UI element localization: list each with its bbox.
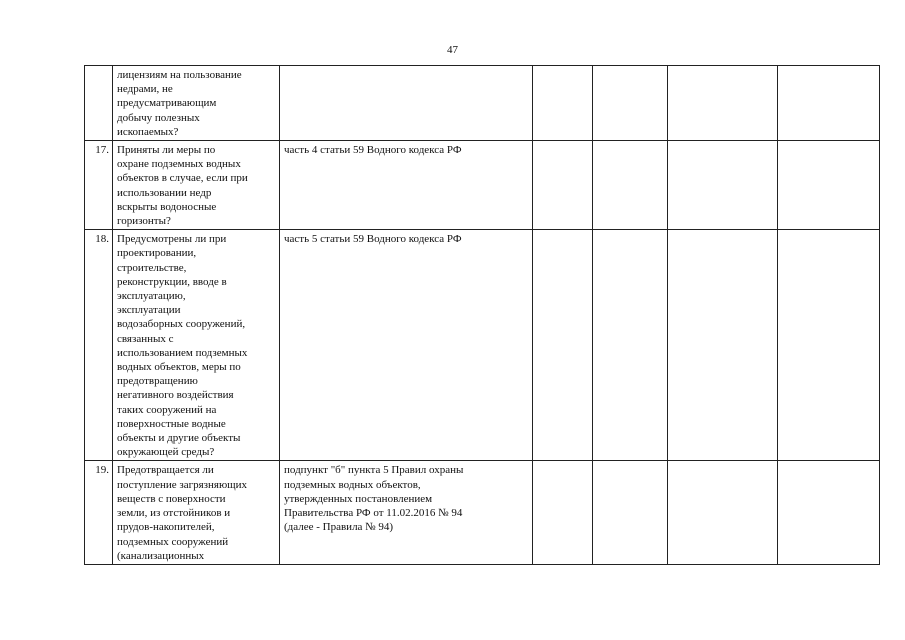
reference-text-line: подземных водных объектов, bbox=[284, 478, 421, 491]
reference-text-line: часть 5 статьи 59 Водного кодекса РФ bbox=[284, 233, 462, 246]
row-number: 18. bbox=[85, 230, 113, 461]
question-text-line: использовании недр bbox=[117, 186, 212, 199]
question-text-line: поступление загрязняющих bbox=[117, 478, 248, 491]
page-number: 47 bbox=[447, 44, 458, 56]
question-text-line: охране подземных водных bbox=[117, 158, 241, 171]
empty-answer-cell bbox=[533, 230, 593, 461]
question-text-line: строительстве, bbox=[117, 261, 187, 274]
question-text-line: таких сооружений на bbox=[117, 403, 217, 416]
empty-answer-cell bbox=[593, 141, 668, 230]
question-text-line: подземных сооружений bbox=[117, 535, 229, 548]
question-text-line: реконструкции, вводе в bbox=[117, 275, 227, 288]
table-row bbox=[85, 230, 880, 461]
empty-answer-cell bbox=[668, 141, 778, 230]
reference-text-line: часть 4 статьи 59 Водного кодекса РФ bbox=[284, 144, 462, 157]
question-text-line: эксплуатацию, bbox=[117, 290, 186, 303]
question-text-line: недрами, не bbox=[117, 83, 173, 96]
reference-text-line: утвержденных постановлением bbox=[284, 492, 433, 505]
question-text-line: предусматривающим bbox=[117, 97, 217, 110]
question-text-line: окружающей среды? bbox=[117, 446, 215, 459]
question-text-line: лицензиям на пользование bbox=[117, 69, 242, 81]
question-text-line: эксплуатации bbox=[117, 304, 181, 317]
question-cell bbox=[113, 461, 280, 564]
question-text-line: поверхностные водные bbox=[117, 417, 226, 430]
question-cell bbox=[113, 66, 280, 141]
question-text-line: проектировании, bbox=[117, 247, 197, 260]
question-text-line: прудов-накопителей, bbox=[117, 521, 215, 534]
table-row bbox=[85, 141, 880, 230]
question-cell bbox=[113, 230, 280, 461]
empty-answer-cell bbox=[533, 66, 593, 141]
question-text-line: веществ с поверхности bbox=[117, 492, 226, 505]
question-text-line: объектов в случае, если при bbox=[117, 172, 248, 185]
question-text-line: связанных с bbox=[117, 332, 174, 345]
empty-answer-cell bbox=[778, 230, 880, 461]
legal-reference-cell bbox=[280, 230, 533, 461]
empty-answer-cell bbox=[593, 66, 668, 141]
empty-answer-cell bbox=[778, 461, 880, 564]
empty-answer-cell bbox=[533, 461, 593, 564]
empty-answer-cell bbox=[533, 141, 593, 230]
question-text-line: Предусмотрены ли при bbox=[117, 233, 227, 246]
requirements-table bbox=[84, 65, 880, 565]
row-number: 19. bbox=[85, 461, 113, 564]
legal-reference-cell bbox=[280, 141, 533, 230]
empty-answer-cell bbox=[668, 230, 778, 461]
table-row bbox=[85, 461, 880, 564]
question-text-line: объекты и другие объекты bbox=[117, 432, 241, 445]
question-text-line: Приняты ли меры по bbox=[117, 144, 216, 157]
row-number: 17. bbox=[85, 141, 113, 230]
empty-answer-cell bbox=[593, 230, 668, 461]
reference-text-line: (далее - Правила № 94) bbox=[284, 521, 394, 534]
question-text-line: использованием подземных bbox=[117, 346, 248, 359]
reference-text-line: подпункт "б" пункта 5 Правил охраны bbox=[284, 464, 464, 477]
table-row bbox=[85, 66, 880, 141]
question-text-line: Предотвращается ли bbox=[117, 464, 214, 477]
empty-answer-cell bbox=[778, 66, 880, 141]
question-text-line: добычу полезных bbox=[117, 111, 200, 124]
question-text-line: вскрыты водоносные bbox=[117, 200, 217, 213]
question-text-line: предотвращению bbox=[117, 375, 198, 388]
empty-answer-cell bbox=[778, 141, 880, 230]
reference-text-line: Правительства РФ от 11.02.2016 № 94 bbox=[284, 507, 463, 520]
question-cell bbox=[113, 141, 280, 230]
question-text-line: земли, из отстойников и bbox=[117, 507, 231, 520]
table-body bbox=[85, 66, 880, 565]
legal-reference-cell bbox=[280, 66, 533, 141]
question-text-line: негативного воздействия bbox=[117, 389, 234, 402]
empty-answer-cell bbox=[668, 461, 778, 564]
empty-answer-cell bbox=[593, 461, 668, 564]
question-text-line: горизонты? bbox=[117, 215, 171, 228]
question-text-line: водных объектов, меры по bbox=[117, 361, 241, 374]
question-text-line: водозаборных сооружений, bbox=[117, 318, 246, 331]
legal-reference-cell bbox=[280, 461, 533, 564]
question-text-line: (канализационных bbox=[117, 549, 205, 562]
question-text-line: ископаемых? bbox=[117, 125, 179, 138]
empty-answer-cell bbox=[668, 66, 778, 141]
row-number bbox=[85, 66, 113, 141]
